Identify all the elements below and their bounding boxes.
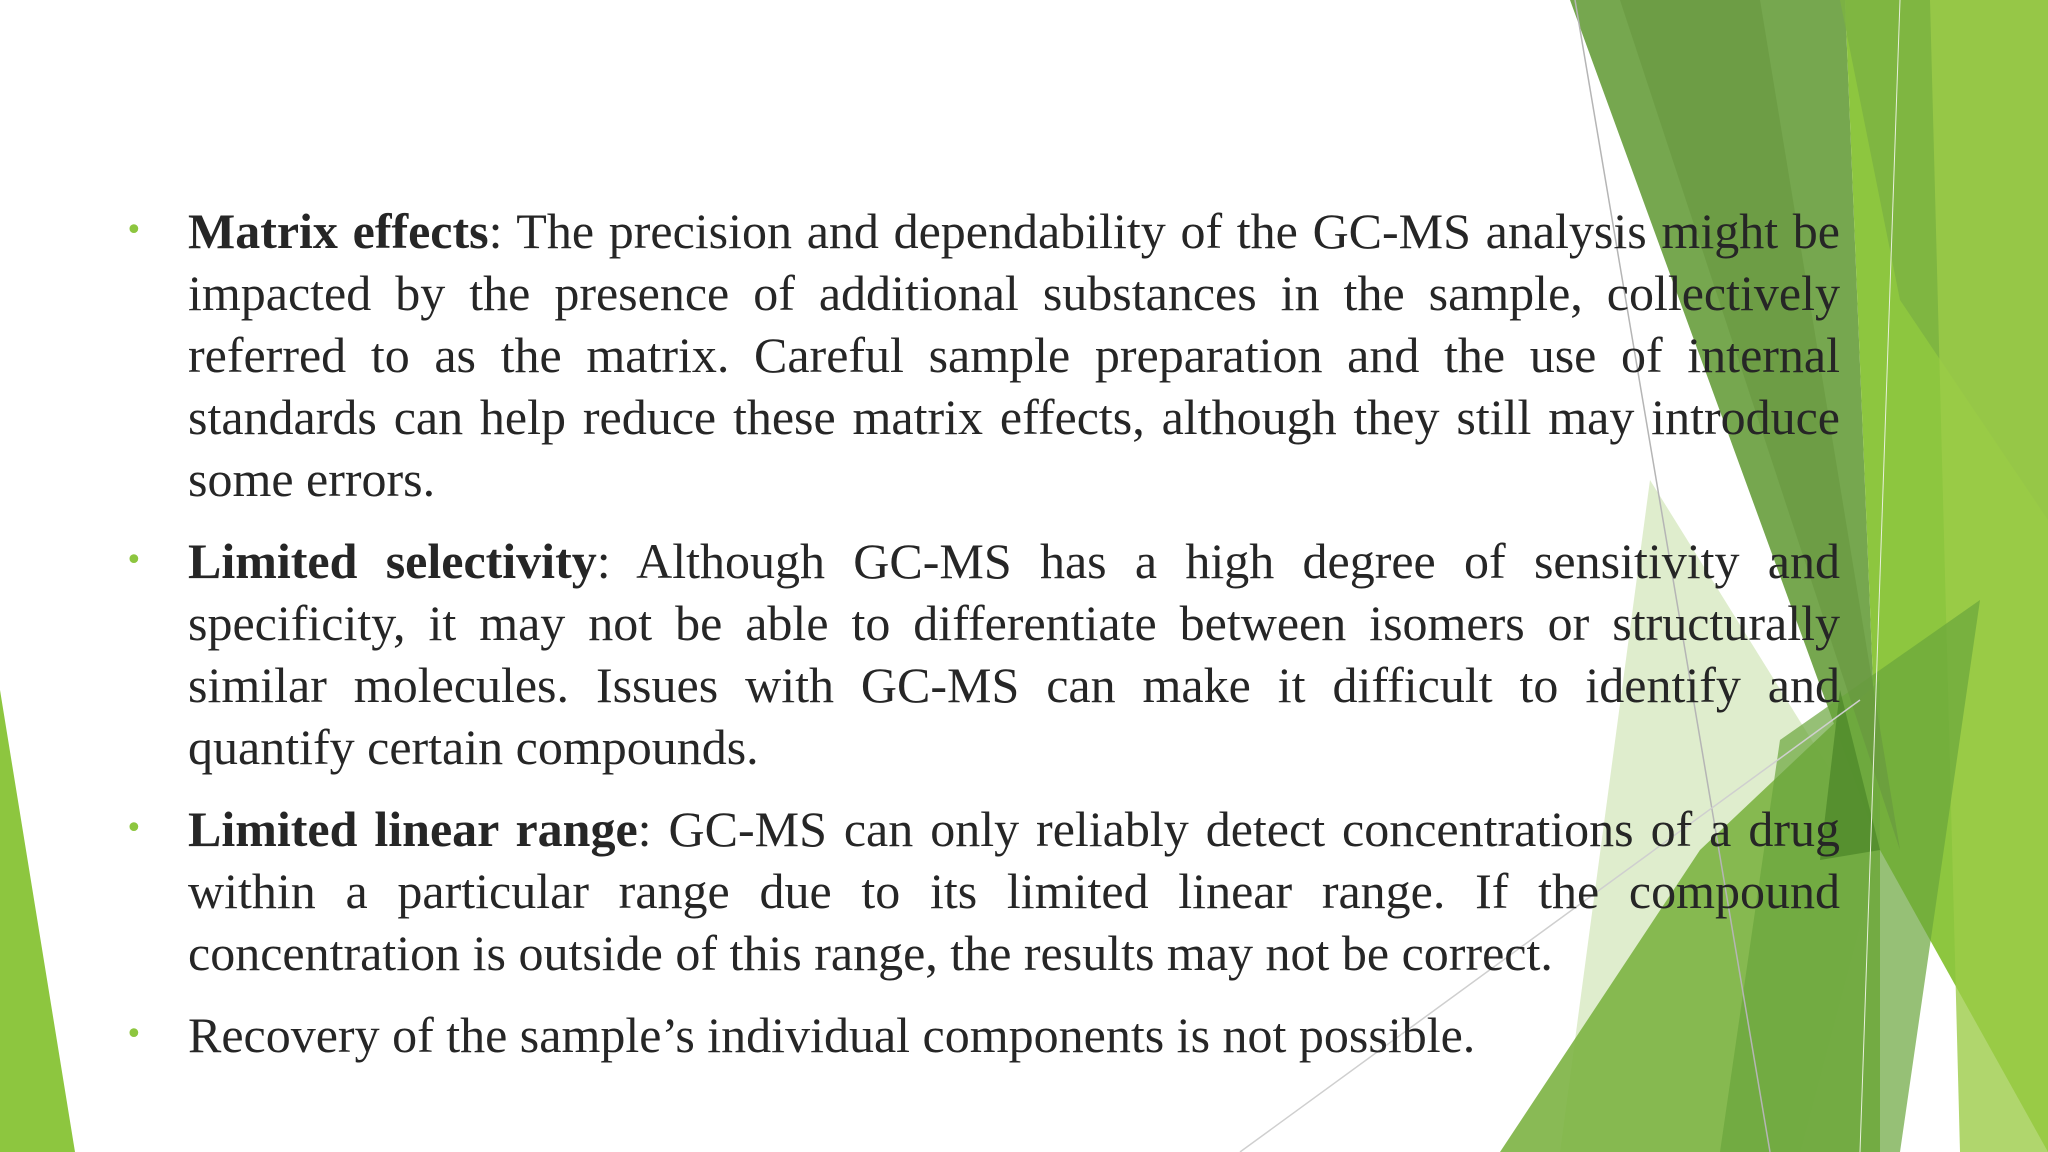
bullet-recovery	[125, 1004, 1840, 1066]
bullet-text: : The precision and dependability of the GC-MS analysis might be impacted by the presence of additional substances in the sample, collectively referred to as the matrix. Careful sample preparation and the use of internal standards can help reduce these matrix effects, although they still may introduce some errors.	[188, 203, 1840, 507]
bullet-term: Limited linear range	[188, 801, 638, 857]
bullet-text: : GC-MS can only reliably detect concentrations of a drug within a particular range due to its limited linear range. If the compound concentration is outside of this range, the results may not be correct.	[188, 801, 1840, 981]
bullet-term: Limited selectivity	[188, 533, 597, 589]
bullet-marker: •	[125, 1017, 143, 1052]
bullet-text: : Although GC-MS has a high degree of sensitivity and specificity, it may not be able to differentiate between isomers or structurally similar molecules. Issues with GC-MS can make it difficult to identify and quantify certain compounds.	[188, 533, 1840, 775]
bullet-matrix-effects	[125, 200, 1840, 510]
bullet-text: Recovery of the sample’s individual components is not possible.	[188, 1007, 1476, 1063]
bullet-marker: •	[125, 811, 143, 846]
bullet-limited-selectivity	[125, 530, 1840, 778]
bullet-marker: •	[125, 543, 143, 578]
bullet-marker: •	[125, 213, 143, 248]
bullet-term: Matrix effects	[188, 203, 489, 259]
bullet-limited-linear-range	[125, 798, 1840, 984]
bullet-list	[125, 200, 1840, 1086]
